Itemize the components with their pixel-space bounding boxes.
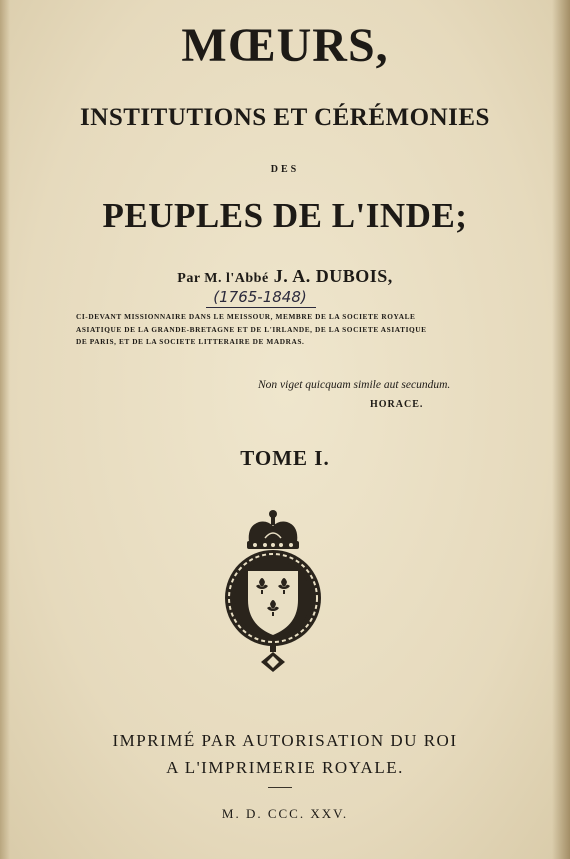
epigraph-attribution: HORACE. bbox=[370, 399, 424, 410]
publication-date: M. D. CCC. XXV. bbox=[221, 806, 349, 821]
epigraph-text: Non viget quicquam simile aut secundum. bbox=[258, 379, 451, 391]
book-title: MŒURS, bbox=[181, 19, 389, 72]
author-line bbox=[0, 266, 570, 287]
handwritten-dates-text: (1765-1848) bbox=[213, 288, 307, 306]
credentials-line-2: ASIATIQUE DE LA GRANDE-BRETAGNE ET DE L'IRLANDE, DE LA SOCIETE ASIATIQUE bbox=[76, 324, 427, 334]
book-subtitle: INSTITUTIONS ET CÉRÉMONIES bbox=[80, 104, 490, 131]
author-name: J. A. DUBOIS, bbox=[273, 266, 393, 286]
divider-rule bbox=[268, 787, 292, 788]
author-credentials bbox=[76, 311, 496, 349]
imprint-line-1: IMPRIMÉ PAR AUTORISATION DU ROI bbox=[112, 731, 458, 750]
handwritten-dates bbox=[200, 288, 320, 306]
imprint-line-2: A L'IMPRIMERIE ROYALE. bbox=[166, 758, 404, 777]
credentials-line-3: DE PARIS, ET DE LA SOCIETE LITTERAIRE DE MADRAS. bbox=[76, 337, 305, 346]
handwritten-underline bbox=[206, 307, 316, 308]
title-connector: DES bbox=[270, 164, 300, 175]
main-title: PEUPLES DE L'INDE; bbox=[102, 196, 468, 235]
royal-coat-of-arms-icon bbox=[219, 508, 327, 678]
author-prefix: Par M. l'Abbé bbox=[177, 271, 269, 286]
credentials-line-1: CI-DEVANT MISSIONNAIRE DANS LE MEISSOUR, MEMBRE DE LA SOCIETE ROYALE bbox=[76, 312, 416, 321]
volume-label: TOME I. bbox=[240, 446, 330, 470]
